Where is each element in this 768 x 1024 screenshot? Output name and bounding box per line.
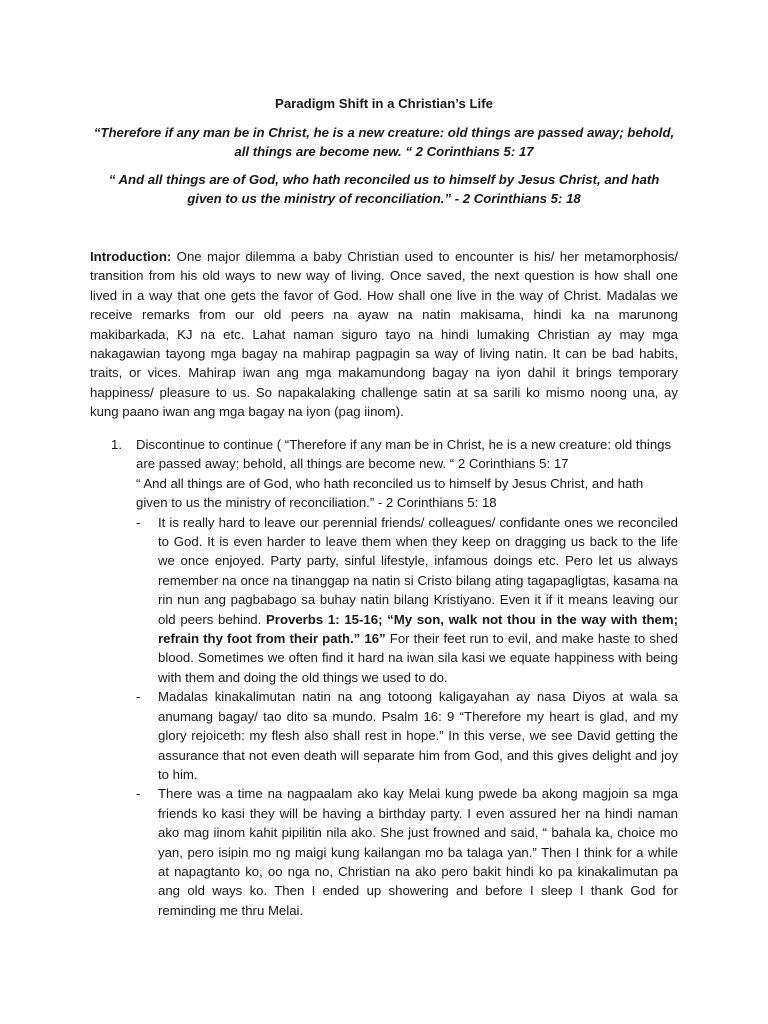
bullet-dash: -: [136, 689, 141, 705]
document-title: Paradigm Shift in a Christian’s Life: [275, 96, 493, 111]
bullet-dash: -: [136, 786, 141, 802]
bullet-text-segment: Madalas kinakalimutan natin na ang totoong kaligayahan ay nasa Diyos at wala sa anumang bagay/ tao dito sa mundo. Psalm 16: 9 “Therefore my heart is glad, and my glory rejoiceth: my flesh also shall rest in hope.” In this verse, we see David getting the assurance that not even death will separate him from God, and this gives delight and joy to him.: [158, 689, 678, 782]
bullet-list: [136, 513, 678, 921]
epigraph-quote-2-corinthians-5-18: “ And all things are of God, who hath reconciled us to himself by Jesus Christ, and hath given to us the ministry of reconciliation.” - 2 Corinthians 5: 18: [108, 172, 660, 206]
bullet-text: [158, 689, 678, 782]
numbered-list: [90, 435, 678, 920]
bullet-item-2: [136, 687, 678, 784]
bullet-text: [158, 515, 678, 685]
list-item-1: [90, 435, 678, 920]
list-item-number: 1.: [111, 437, 122, 452]
bullet-dash: -: [136, 514, 141, 530]
bullet-item-1: [136, 513, 678, 688]
introduction-label: Introduction:: [90, 249, 172, 264]
introduction-text: One major dilemma a baby Christian used to encounter is his/ her metamorphosis/ transition from his old ways to new way of living. Once saved, the next question is how shall one lived in a way that one gets the favor of God. How shall one live in the way of Christ. Madalas we receive remarks from our old peers na ayaw na natin makisama, hindi ka na marunong makibarkada, KJ na etc. Lahat naman siguro tayo na hindi lumaking Christian ay may mga nakagawian tayong mga bagay na mahirap pagpagin sa way of living natin. It can be bad habits, traits, or vices. Mahirap iwan ang mga makamundong bagay na iyon dahil it brings temporary happiness/ pleasure to us. So napakalaking challenge satin at sa sarili ko mismo noong una, ay kung paano iwan ang mga bagay na iyon (pag iinom).: [90, 249, 678, 420]
list-item-verse: “ And all things are of God, who hath reconciled us to himself by Jesus Christ, and hath given to us the ministry of reconciliation.” - 2 Corinthians 5: 18: [136, 475, 644, 511]
introduction-paragraph: [90, 247, 678, 422]
bullet-text-segment: There was a time na nagpaalam ako kay Melai kung pwede ba akong magjoin sa mga friends ko kasi they will be having a birthday party. I even assured her na hindi naman ako mag iinom kahit pipilitin nila ako. She just frowned and said, “ bahala ka, choice mo yan, pero isipin mo ng maigi kung kailangan mo ba talaga yan.” Then I think for a while at napagtanto ko, oo nga no, Christian na ako pero bakit hindi ko pa kinakalimutan pa ang old ways ko. Then I ended up showering and before I sleep I thank God for reminding me thru Melai.: [158, 786, 678, 918]
bold-scripture-text: Proverbs 1: 15-16; “My son, walk not thou in the way with them; refrain thy foot from their path.” 16”: [158, 611, 679, 647]
bullet-text-segment: It is really hard to leave our perennial friends/ colleagues/ confidante ones we reconciled to God. It is even harder to leave them when they keep on dragging us back to the life we once enjoyed. Party party, sinful lifestyle, infamous doings etc. Pero let us always remember na once na tinanggap na natin si Cristo bilang ating tagapagligtas, kasama na rin nun ang pagbabago sa buhay natin bilang Kristiyano. Even it if it means leaving our old peers behind.: [158, 514, 678, 627]
bullet-text-segment: For their feet run to evil, and make haste to shed blood. Sometimes we often find it hard na iwan sila kasi we equate happiness with being with them and doing the old things we used to do.: [158, 631, 678, 685]
bullet-text: [158, 786, 678, 917]
bullet-item-3: [136, 784, 678, 920]
list-item-heading: Discontinue to continue ( “Therefore if any man be in Christ, he is a new creature: old things are passed away; behold, all things are become new. “ 2 Corinthians 5: 17: [136, 437, 672, 472]
epigraph-quote-2-corinthians-5-17: “Therefore if any man be in Christ, he is a new creature: old things are passed away; behold, all things are become new. “ 2 Corinthians 5: 17: [93, 125, 675, 159]
